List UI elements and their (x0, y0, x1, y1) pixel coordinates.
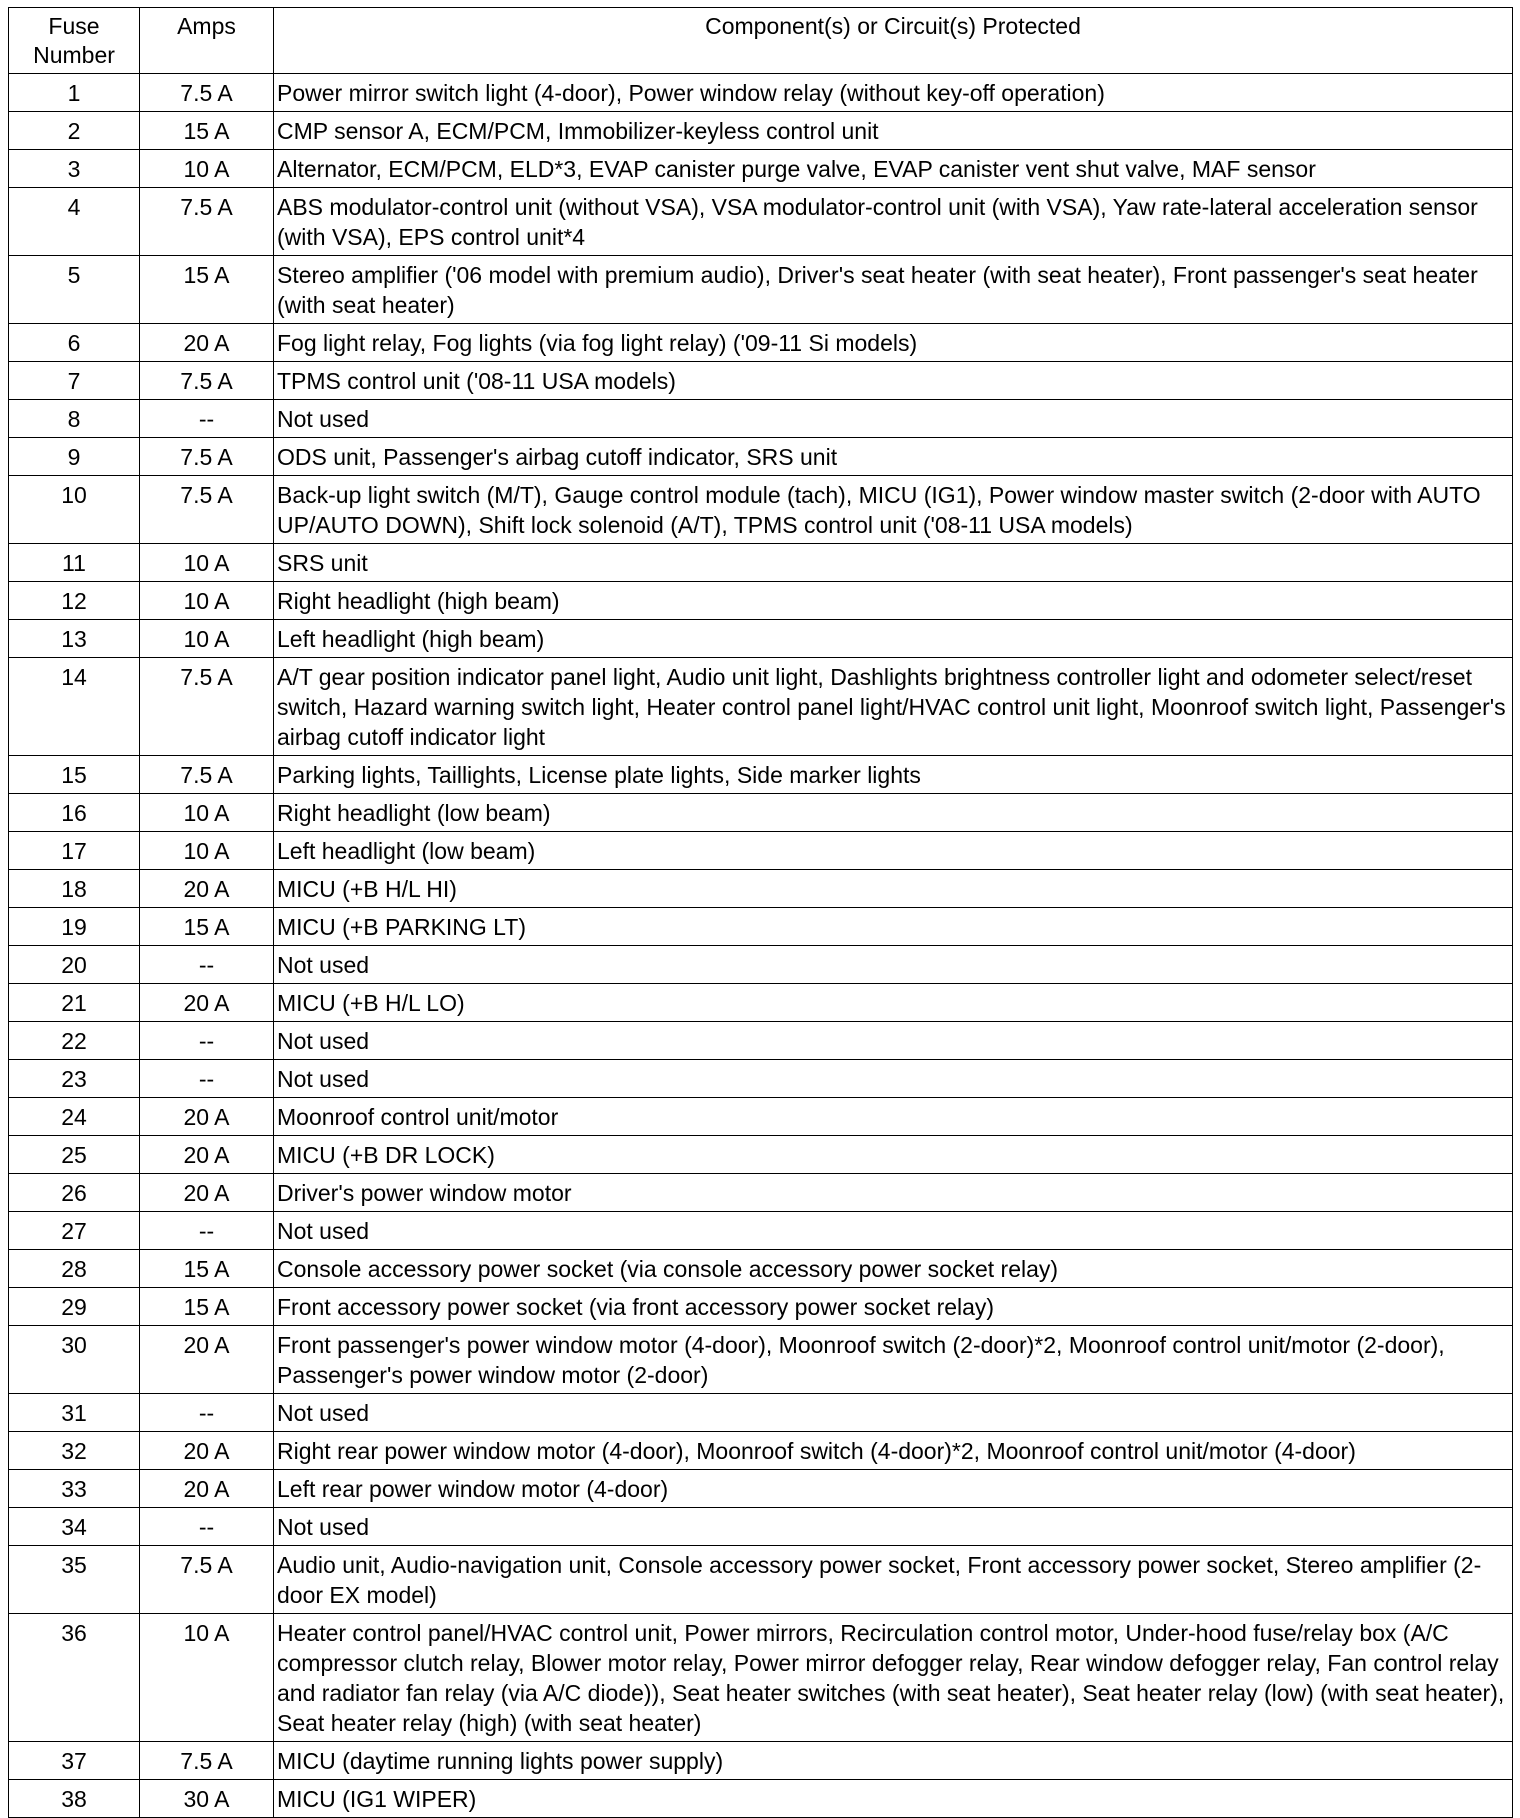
amps-cell: 15 A (140, 908, 274, 946)
table-row (9, 1288, 1513, 1326)
fuse-number-cell: 4 (9, 188, 140, 256)
fuse-number-cell: 7 (9, 362, 140, 400)
amps-cell: 10 A (140, 544, 274, 582)
circuits-protected-cell: CMP sensor A, ECM/PCM, Immobilizer-keyless control unit (274, 112, 1513, 150)
table-row (9, 946, 1513, 984)
header-fuse-number: Fuse Number (9, 8, 140, 74)
amps-cell: -- (140, 1212, 274, 1250)
table-row (9, 1432, 1513, 1470)
circuits-protected-cell: Right rear power window motor (4-door), Moonroof switch (4-door)*2, Moonroof control unit/motor (4-door) (274, 1432, 1513, 1470)
fuse-number-cell: 14 (9, 658, 140, 756)
circuits-protected-cell: MICU (+B H/L HI) (274, 870, 1513, 908)
fuse-number-cell: 18 (9, 870, 140, 908)
amps-cell: 10 A (140, 1614, 274, 1742)
circuits-protected-cell: SRS unit (274, 544, 1513, 582)
fuse-number-cell: 32 (9, 1432, 140, 1470)
amps-cell: 7.5 A (140, 1546, 274, 1614)
fuse-number-cell: 8 (9, 400, 140, 438)
amps-cell: -- (140, 400, 274, 438)
fuse-number-cell: 34 (9, 1508, 140, 1546)
fuse-number-cell: 27 (9, 1212, 140, 1250)
circuits-protected-cell: Moonroof control unit/motor (274, 1098, 1513, 1136)
table-row (9, 1742, 1513, 1780)
fuse-number-cell: 21 (9, 984, 140, 1022)
amps-cell: 20 A (140, 870, 274, 908)
amps-cell: -- (140, 1508, 274, 1546)
amps-cell: 20 A (140, 1470, 274, 1508)
fuse-number-cell: 24 (9, 1098, 140, 1136)
fuse-number-cell: 1 (9, 74, 140, 112)
fuse-number-cell: 28 (9, 1250, 140, 1288)
table-row (9, 1508, 1513, 1546)
fuse-number-cell: 26 (9, 1174, 140, 1212)
fuse-number-cell: 31 (9, 1394, 140, 1432)
table-row (9, 324, 1513, 362)
circuits-protected-cell: ABS modulator-control unit (without VSA), VSA modulator-control unit (with VSA), Yaw rate-lateral acceleration sensor (with VSA), EPS control unit*4 (274, 188, 1513, 256)
amps-cell: 10 A (140, 794, 274, 832)
circuits-protected-cell: Fog light relay, Fog lights (via fog light relay) ('09-11 Si models) (274, 324, 1513, 362)
circuits-protected-cell: Parking lights, Taillights, License plate lights, Side marker lights (274, 756, 1513, 794)
fuse-number-cell: 29 (9, 1288, 140, 1326)
fuse-number-cell: 35 (9, 1546, 140, 1614)
table-row (9, 1394, 1513, 1432)
circuits-protected-cell: A/T gear position indicator panel light, Audio unit light, Dashlights brightness controller light and odometer select/reset switch, Hazard warning switch light, Heater control panel light/HVAC control unit light, Moonroof switch light, Passenger's airbag cutoff indicator light (274, 658, 1513, 756)
amps-cell: 20 A (140, 984, 274, 1022)
amps-cell: 15 A (140, 112, 274, 150)
amps-cell: 15 A (140, 1250, 274, 1288)
fuse-number-cell: 9 (9, 438, 140, 476)
circuits-protected-cell: Right headlight (low beam) (274, 794, 1513, 832)
circuits-protected-cell: Power mirror switch light (4-door), Power window relay (without key-off operation) (274, 74, 1513, 112)
table-row (9, 658, 1513, 756)
table-row (9, 1174, 1513, 1212)
fuse-number-cell: 22 (9, 1022, 140, 1060)
table-row (9, 1098, 1513, 1136)
amps-cell: 7.5 A (140, 1742, 274, 1780)
table-row (9, 544, 1513, 582)
fuse-number-cell: 38 (9, 1780, 140, 1818)
table-row (9, 1780, 1513, 1818)
table-row (9, 150, 1513, 188)
amps-cell: 10 A (140, 582, 274, 620)
amps-cell: 7.5 A (140, 438, 274, 476)
amps-cell: 20 A (140, 1136, 274, 1174)
table-row (9, 1470, 1513, 1508)
fuse-number-cell: 16 (9, 794, 140, 832)
circuits-protected-cell: Not used (274, 1394, 1513, 1432)
fuse-number-cell: 12 (9, 582, 140, 620)
fuse-number-cell: 37 (9, 1742, 140, 1780)
fuse-number-cell: 10 (9, 476, 140, 544)
table-row (9, 112, 1513, 150)
amps-cell: 15 A (140, 1288, 274, 1326)
table-row (9, 1546, 1513, 1614)
amps-cell: 20 A (140, 1432, 274, 1470)
circuits-protected-cell: Not used (274, 1212, 1513, 1250)
circuits-protected-cell: Right headlight (high beam) (274, 582, 1513, 620)
circuits-protected-cell: Back-up light switch (M/T), Gauge control module (tach), MICU (IG1), Power window master switch (2-door with AUTO UP/AUTO DOWN), Shift lock solenoid (A/T), TPMS control unit ('08-11 USA models) (274, 476, 1513, 544)
amps-cell: 7.5 A (140, 188, 274, 256)
amps-cell: 15 A (140, 256, 274, 324)
table-row (9, 756, 1513, 794)
fuse-number-cell: 17 (9, 832, 140, 870)
amps-cell: 7.5 A (140, 362, 274, 400)
fuse-number-cell: 33 (9, 1470, 140, 1508)
circuits-protected-cell: MICU (+B PARKING LT) (274, 908, 1513, 946)
table-row (9, 438, 1513, 476)
circuits-protected-cell: Alternator, ECM/PCM, ELD*3, EVAP canister purge valve, EVAP canister vent shut valve, MAF sensor (274, 150, 1513, 188)
amps-cell: 20 A (140, 1174, 274, 1212)
circuits-protected-cell: Not used (274, 1060, 1513, 1098)
fuse-number-cell: 6 (9, 324, 140, 362)
fuse-number-cell: 3 (9, 150, 140, 188)
amps-cell: 20 A (140, 1326, 274, 1394)
table-row (9, 908, 1513, 946)
fuse-table (8, 7, 1513, 1818)
circuits-protected-cell: MICU (+B H/L LO) (274, 984, 1513, 1022)
amps-cell: 20 A (140, 1098, 274, 1136)
circuits-protected-cell: MICU (+B DR LOCK) (274, 1136, 1513, 1174)
amps-cell: 20 A (140, 324, 274, 362)
circuits-protected-cell: Not used (274, 1022, 1513, 1060)
table-row (9, 1212, 1513, 1250)
amps-cell: -- (140, 946, 274, 984)
fuse-number-cell: 11 (9, 544, 140, 582)
table-row (9, 74, 1513, 112)
table-row (9, 476, 1513, 544)
circuits-protected-cell: Front passenger's power window motor (4-door), Moonroof switch (2-door)*2, Moonroof control unit/motor (2-door), Passenger's power window motor (2-door) (274, 1326, 1513, 1394)
header-row (9, 8, 1513, 74)
amps-cell: -- (140, 1060, 274, 1098)
circuits-protected-cell: Front accessory power socket (via front accessory power socket relay) (274, 1288, 1513, 1326)
amps-cell: 10 A (140, 620, 274, 658)
amps-cell: 30 A (140, 1780, 274, 1818)
table-row (9, 400, 1513, 438)
fuse-number-cell: 30 (9, 1326, 140, 1394)
header-amps: Amps (140, 8, 274, 74)
circuits-protected-cell: Heater control panel/HVAC control unit, Power mirrors, Recirculation control motor, Under-hood fuse/relay box (A/C compressor clutch relay, Blower motor relay, Power mirror defogger relay, Rear window defogger relay, Fan control relay and radiator fan relay (via A/C diode)), Seat heater switches (with seat heater), Seat heater relay (low) (with seat heater), Seat heater relay (high) (with seat heater) (274, 1614, 1513, 1742)
fuse-number-cell: 13 (9, 620, 140, 658)
fuse-number-cell: 25 (9, 1136, 140, 1174)
circuits-protected-cell: Driver's power window motor (274, 1174, 1513, 1212)
fuse-number-cell: 36 (9, 1614, 140, 1742)
table-body (9, 74, 1513, 1818)
circuits-protected-cell: Audio unit, Audio-navigation unit, Console accessory power socket, Front accessory power socket, Stereo amplifier (2-door EX model) (274, 1546, 1513, 1614)
amps-cell: 7.5 A (140, 476, 274, 544)
table-row (9, 794, 1513, 832)
fuse-number-cell: 5 (9, 256, 140, 324)
table-row (9, 1250, 1513, 1288)
fuse-number-cell: 2 (9, 112, 140, 150)
circuits-protected-cell: Console accessory power socket (via console accessory power socket relay) (274, 1250, 1513, 1288)
amps-cell: 10 A (140, 150, 274, 188)
table-row (9, 1022, 1513, 1060)
amps-cell: 7.5 A (140, 74, 274, 112)
circuits-protected-cell: Not used (274, 946, 1513, 984)
circuits-protected-cell: Left headlight (low beam) (274, 832, 1513, 870)
fuse-number-cell: 19 (9, 908, 140, 946)
table-row (9, 620, 1513, 658)
fuse-number-cell: 23 (9, 1060, 140, 1098)
amps-cell: 7.5 A (140, 658, 274, 756)
table-row (9, 1136, 1513, 1174)
amps-cell: 10 A (140, 832, 274, 870)
table-row (9, 984, 1513, 1022)
circuits-protected-cell: Not used (274, 400, 1513, 438)
circuits-protected-cell: MICU (daytime running lights power supply) (274, 1742, 1513, 1780)
fuse-number-cell: 15 (9, 756, 140, 794)
amps-cell: -- (140, 1394, 274, 1432)
table-row (9, 188, 1513, 256)
table-row (9, 362, 1513, 400)
table-row (9, 1060, 1513, 1098)
circuits-protected-cell: Stereo amplifier ('06 model with premium audio), Driver's seat heater (with seat heater), Front passenger's seat heater (with seat heater) (274, 256, 1513, 324)
table-row (9, 1614, 1513, 1742)
table-row (9, 582, 1513, 620)
amps-cell: -- (140, 1022, 274, 1060)
header-circuits-protected: Component(s) or Circuit(s) Protected (274, 8, 1513, 74)
amps-cell: 7.5 A (140, 756, 274, 794)
table-row (9, 256, 1513, 324)
circuits-protected-cell: Not used (274, 1508, 1513, 1546)
circuits-protected-cell: ODS unit, Passenger's airbag cutoff indicator, SRS unit (274, 438, 1513, 476)
circuits-protected-cell: MICU (IG1 WIPER) (274, 1780, 1513, 1818)
circuits-protected-cell: Left rear power window motor (4-door) (274, 1470, 1513, 1508)
table-row (9, 1326, 1513, 1394)
fuse-number-cell: 20 (9, 946, 140, 984)
circuits-protected-cell: TPMS control unit ('08-11 USA models) (274, 362, 1513, 400)
circuits-protected-cell: Left headlight (high beam) (274, 620, 1513, 658)
table-row (9, 870, 1513, 908)
table-row (9, 832, 1513, 870)
